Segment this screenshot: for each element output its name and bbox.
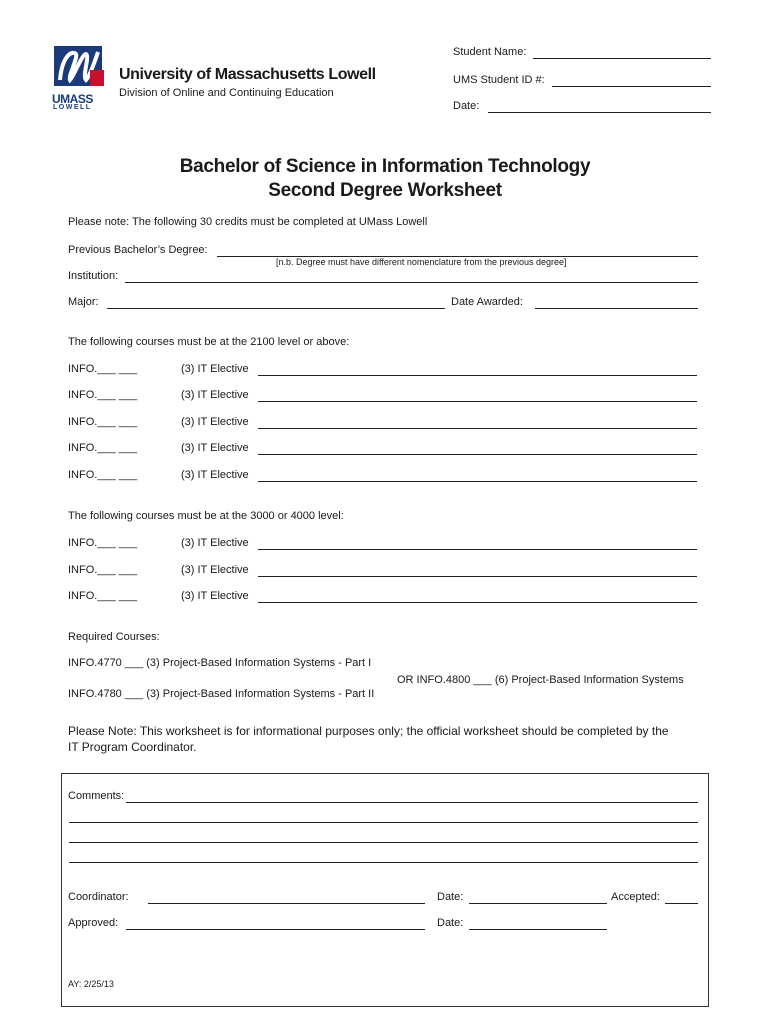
course-field[interactable] <box>258 401 697 402</box>
division-name: Division of Online and Continuing Education <box>119 87 334 99</box>
page-subtitle: Second Degree Worksheet <box>268 180 502 201</box>
date-awarded-label: Date Awarded: <box>451 296 523 308</box>
course-code: INFO.___ ___ <box>68 564 138 576</box>
major-label: Major: <box>68 296 99 308</box>
section-3000-heading: The following courses must be at the 3000 or 4000 level: <box>68 510 344 522</box>
course-credits: (3) IT Elective <box>181 564 249 576</box>
course-credits: (3) IT Elective <box>181 590 249 602</box>
course-field[interactable] <box>258 602 697 603</box>
logo-text-lowell: LOWELL <box>53 104 92 111</box>
date-label: Date: <box>453 100 480 112</box>
org-name: University of Massachusetts Lowell <box>119 66 376 83</box>
page-title: Bachelor of Science in Information Technology <box>179 156 591 177</box>
comments-field[interactable] <box>69 862 698 863</box>
comments-field[interactable] <box>69 822 698 823</box>
coordinator-date-field[interactable] <box>469 903 607 904</box>
course-credits: (3) IT Elective <box>181 537 249 549</box>
course-credits: (3) IT Elective <box>181 469 249 481</box>
institution-label: Institution: <box>68 270 119 282</box>
section-2100-heading: The following courses must be at the 2100 level or above: <box>68 336 350 348</box>
coordinator-box <box>61 773 709 1007</box>
approved-label: Approved: <box>68 917 119 929</box>
required-heading: Required Courses: <box>68 631 160 643</box>
comments-field[interactable] <box>126 802 698 803</box>
course-code: INFO.___ ___ <box>68 442 138 454</box>
comments-field[interactable] <box>69 842 698 843</box>
major-field[interactable] <box>107 308 445 309</box>
approved-date-label: Date: <box>437 917 464 929</box>
degree-note: [n.b. Degree must have different nomenclature from the previous degree] <box>276 257 567 267</box>
accepted-label: Accepted: <box>611 891 660 903</box>
coordinator-label: Coordinator: <box>68 891 129 903</box>
institution-field[interactable] <box>125 282 698 283</box>
coordinator-field[interactable] <box>148 903 425 904</box>
approved-date-field[interactable] <box>469 929 607 930</box>
coordinator-date-label: Date: <box>437 891 464 903</box>
accepted-field[interactable] <box>665 903 698 904</box>
footer-date: AY: 2/25/13 <box>68 979 114 989</box>
required-course-part1: INFO.4770 ___ (3) Project-Based Information Systems - Part I <box>68 657 372 669</box>
course-code: INFO.___ ___ <box>68 363 138 375</box>
course-credits: (3) IT Elective <box>181 416 249 428</box>
please-note-line2: IT Program Coordinator. <box>68 740 197 754</box>
required-course-part2: INFO.4780 ___ (3) Project-Based Information Systems - Part II <box>68 688 375 700</box>
please-note-line1: Please Note: This worksheet is for informational purposes only; the official worksheet should be completed by the <box>68 724 669 738</box>
course-code: INFO.___ ___ <box>68 469 138 481</box>
student-name-field[interactable] <box>533 58 711 59</box>
course-field[interactable] <box>258 428 697 429</box>
date-awarded-field[interactable] <box>535 308 698 309</box>
required-course-alternative: OR INFO.4800 ___ (6) Project-Based Information Systems <box>397 674 684 686</box>
comments-label: Comments: <box>68 790 125 802</box>
course-field[interactable] <box>258 375 697 376</box>
previous-degree-label: Previous Bachelor’s Degree: <box>68 244 208 256</box>
date-field[interactable] <box>488 112 711 113</box>
course-field[interactable] <box>258 576 697 577</box>
student-id-field[interactable] <box>552 86 711 87</box>
approved-field[interactable] <box>126 929 425 930</box>
course-code: INFO.___ ___ <box>68 416 138 428</box>
credits-note: Please note: The following 30 credits must be completed at UMass Lowell <box>68 216 428 228</box>
course-code: INFO.___ ___ <box>68 389 138 401</box>
logo-text-umass: UMASS <box>52 92 93 106</box>
course-credits: (3) IT Elective <box>181 389 249 401</box>
course-code: INFO.___ ___ <box>68 590 138 602</box>
student-id-label: UMS Student ID #: <box>453 74 545 86</box>
course-field[interactable] <box>258 454 697 455</box>
course-field[interactable] <box>258 549 697 550</box>
course-field[interactable] <box>258 481 697 482</box>
course-credits: (3) IT Elective <box>181 442 249 454</box>
student-name-label: Student Name: <box>453 46 527 58</box>
course-code: INFO.___ ___ <box>68 537 138 549</box>
course-credits: (3) IT Elective <box>181 363 249 375</box>
